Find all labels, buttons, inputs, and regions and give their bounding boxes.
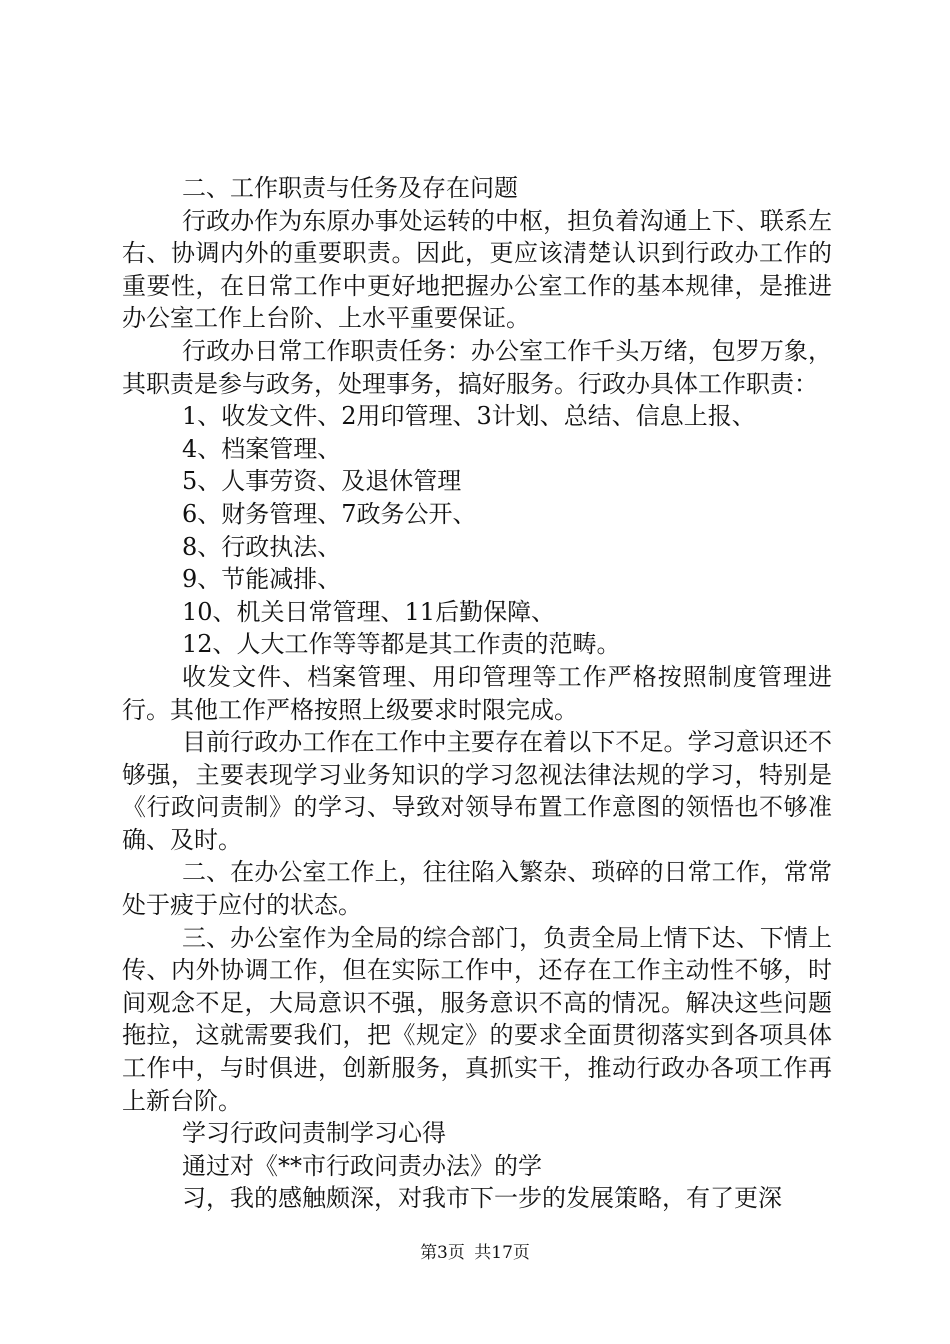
list-item: 10、机关日常管理、11后勤保障、 [182,597,556,626]
paragraph: 习，我的感触颇深，对我市下一步的发展策略，有了更深 [182,1184,782,1213]
paragraph: 行政办作为东原办事处运转的中枢，担负着沟通上下、联系左右、协调内外的重要职责。因此，更应该清楚认识到行政办工作的重要性，在日常工作中更好地把握办公室工作的基本规律，是推进办公室工作上台阶、上水平重要保证。 [122,206,832,333]
page-footer [0,1242,950,1264]
page-number: 第3页 [420,1243,465,1263]
section-heading: 二、工作职责与任务及存在问题 [182,174,518,202]
list-item: 6、财务管理、7政务公开、 [182,499,477,528]
paragraph: 通过对《**市行政问责办法》的学 [182,1151,542,1180]
paragraph: 二、在办公室工作上，往往陷入繁杂、琐碎的日常工作，常常处于疲于应付的状态。 [122,858,832,920]
paragraph: 三、办公室作为全局的综合部门，负责全局上情下达、下情上传、内外协调工作，但在实际工作中，还存在工作主动性不够，时间观念不足，大局意识不强，服务意识不高的情况。解决这些问题拖拉，这就需要我们，把《规定》的要求全面贯彻落实到各项具体工作中，与时俱进，创新服务，真抓实干，推动行政办各项工作再上新台阶。 [122,923,832,1115]
list-item: 4、档案管理、 [182,434,342,463]
paragraph: 行政办日常工作职责任务：办公室工作千头万绪，包罗万象，其职责是参与政务，处理事务，搞好服务。行政办具体工作职责： [122,336,832,398]
list-item: 1、收发文件、2用印管理、3计划、总结、信息上报、 [182,402,756,431]
document-body [122,172,832,1215]
list-item: 12、人大工作等等都是其工作责的范畴。 [182,630,621,659]
subtitle: 学习行政问责制学习心得 [182,1119,446,1148]
list-item: 5、人事劳资、及退休管理 [182,467,462,496]
list-item: 9、节能减排、 [182,565,342,594]
list-item: 8、行政执法、 [182,532,342,561]
page-total: 共17页 [474,1243,530,1263]
paragraph: 收发文件、档案管理、用印管理等工作严格按照制度管理进行。其他工作严格按照上级要求时限完成。 [122,662,832,724]
paragraph: 目前行政办工作在工作中主要存在着以下不足。学习意识还不够强，主要表现学习业务知识的学习忽视法律法规的学习，特别是《行政问责制》的学习、导致对领导布置工作意图的领悟也不够准确、及时。 [122,728,832,854]
